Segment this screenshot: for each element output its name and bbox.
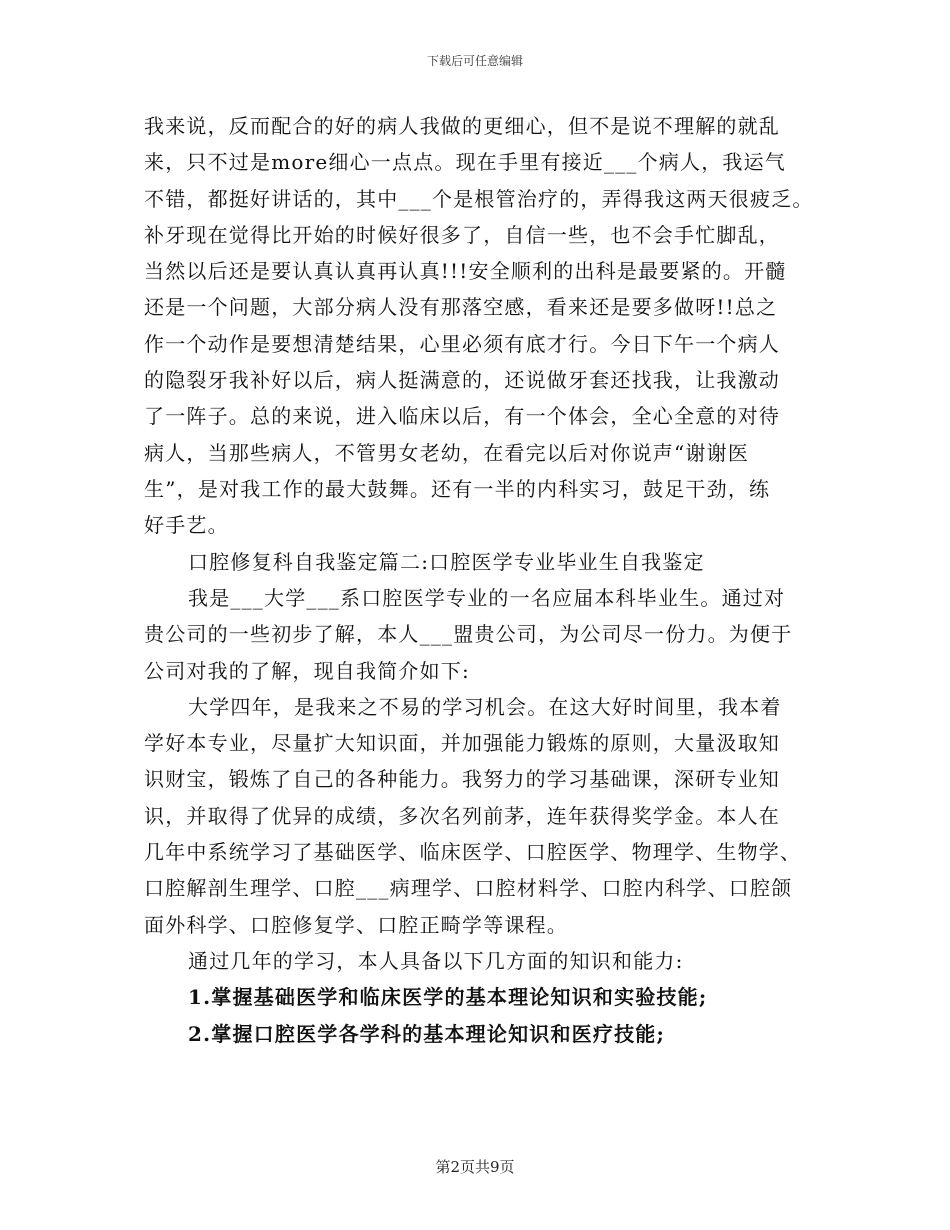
text-line: 我来说，反而配合的好的病人我做的更细心，但不是说不理解的就乱 bbox=[144, 114, 780, 138]
text-line: 了一阵子。总的来说，进入临床以后，有一个体会，全心全意的对待 bbox=[144, 404, 780, 428]
text-line: 我是___大学___系口腔医学专业的一名应届本科毕业生。通过对 bbox=[188, 586, 786, 610]
text-line: 学好本专业，尽量扩大知识面，并加强能力锻炼的原则，大量汲取知 bbox=[144, 731, 780, 755]
text-line: 还是一个问题，大部分病人没有那落空感，看来还是要多做呀!!总之 bbox=[144, 295, 778, 319]
text-line: 来，只不过是more细心一点点。现在手里有接近___个病人，我运气 bbox=[144, 150, 787, 174]
text-line: 面外科学、口腔修复学、口腔正畸学等课程。 bbox=[144, 913, 568, 937]
text-line: 几年中系统学习了基础医学、临床医学、口腔医学、物理学、生物学、 bbox=[144, 840, 802, 864]
text-line: 作一个动作是要想清楚结果，心里必须有底才行。今日下午一个病人 bbox=[144, 332, 780, 356]
text-line: 当然以后还是要认真认真再认真!!!安全顺利的出科是最要紧的。开髓 bbox=[144, 259, 787, 283]
section-heading: 口腔修复科自我鉴定篇二:口腔医学专业毕业生自我鉴定 bbox=[188, 550, 705, 574]
list-item: 1.掌握基础医学和临床医学的基本理论知识和实验技能; bbox=[188, 985, 708, 1009]
text-line: 的隐裂牙我补好以后，病人挺满意的，还说做牙套还找我，让我激动 bbox=[144, 368, 780, 392]
text-line: 识财宝，锻炼了自己的各种能力。我努力的学习基础课，深研专业知 bbox=[144, 767, 780, 791]
text-line: 病人，当那些病人，不管男女老幼，在看完以后对你说声“谢谢医 bbox=[144, 441, 750, 465]
text-line: 通过几年的学习，本人具备以下几方面的知识和能力: bbox=[188, 949, 684, 973]
text-line: 不错，都挺好讲话的，其中___个是根管治疗的，弄得我这两天很疲乏。 bbox=[144, 187, 814, 211]
page-number: 第2页共9页 bbox=[435, 1158, 515, 1176]
list-item: 2.掌握口腔医学各学科的基本理论知识和医疗技能; bbox=[188, 1022, 666, 1046]
text-line: 贵公司的一些初步了解，本人___盟贵公司，为公司尽一份力。为便于 bbox=[144, 622, 793, 646]
text-line: 识，并取得了优异的成绩，多次名列前茅，连年获得奖学金。本人在 bbox=[144, 804, 780, 828]
text-line: 补牙现在觉得比开始的时候好很多了，自信一些，也不会手忙脚乱， bbox=[144, 223, 780, 247]
text-line: 好手艺。 bbox=[144, 513, 229, 537]
text-line: 大学四年，是我来之不易的学习机会。在这大好时间里，我本着 bbox=[188, 695, 782, 719]
text-line: 生”，是对我工作的最大鼓舞。还有一半的内科实习，鼓足干劲，练 bbox=[144, 477, 771, 501]
text-line: 口腔解剖生理学、口腔___病理学、口腔材料学、口腔内科学、口腔颌 bbox=[144, 876, 793, 900]
page-header: 下载后可任意编辑 bbox=[426, 54, 523, 68]
text-line: 公司对我的了解，现自我简介如下: bbox=[144, 659, 470, 683]
